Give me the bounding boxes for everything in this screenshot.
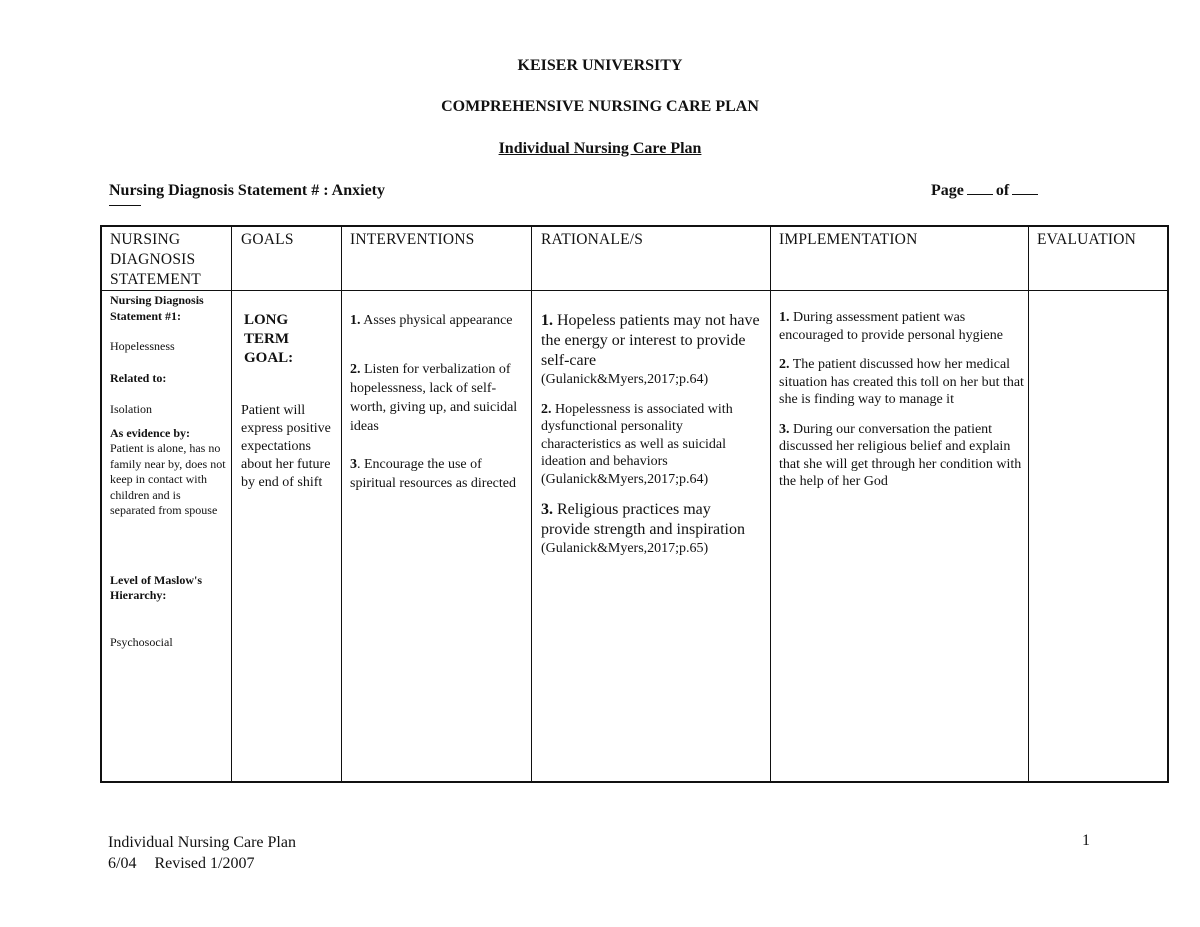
related-to-value: Isolation <box>110 402 152 416</box>
footer-revised: Revised 1/2007 <box>154 855 255 872</box>
implementation-item: 2. The patient discussed how her medical situation has created this toll on her but that she is finding way to manage it <box>779 357 1024 407</box>
of-label: of <box>995 182 1010 199</box>
rationale-citation: (Gulanick&Myers,2017;p.64) <box>541 372 709 387</box>
diagnosis-statement-value: Hopelessness <box>110 339 175 353</box>
diagnosis-statement-label: Nursing Diagnosis Statement #1: <box>110 293 204 323</box>
rationale-item: 2. Hopelessness is associated with dysfunctional personality characteristics as well as suicidal ideation and behaviors (Gulanick&Myers,2017;p.64) <box>541 401 763 489</box>
diagnosis-statement-heading: Nursing Diagnosis Statement # : Anxiety <box>109 182 386 199</box>
header-goals: GOALS <box>241 231 294 248</box>
care-plan-table <box>100 225 1169 783</box>
evidence-value: Patient is alone, has no family near by, does not keep in contact with children and is separated from spouse <box>110 441 226 517</box>
maslow-label: Level of Maslow's Hierarchy: <box>110 572 202 602</box>
rationale-item: 1. Hopeless patients may not have the energy or interest to provide self-care (Gulanick&Myers,2017;p.64) <box>541 311 763 389</box>
header-interventions: INTERVENTIONS <box>350 231 475 248</box>
header-evaluation: EVALUATION <box>1037 231 1137 248</box>
page-label: Page <box>931 182 964 199</box>
intervention-item: 1. Asses physical appearance <box>350 313 513 328</box>
page-number: 1 <box>1082 832 1090 849</box>
maslow-value: Psychosocial <box>110 634 173 649</box>
column-divider <box>770 227 771 781</box>
column-divider <box>231 227 232 781</box>
column-divider <box>1028 227 1029 781</box>
interventions-cell <box>350 311 528 493</box>
university-title: KEISER UNIVERSITY <box>517 57 683 74</box>
rationales-cell <box>541 311 763 558</box>
footer-title: Individual Nursing Care Plan <box>108 834 296 851</box>
column-divider <box>531 227 532 781</box>
implementation-item: 3. During our conversation the patient discussed her religious belief and explain that she will get through her condition with the help of her God <box>779 421 1022 489</box>
footer-date: 6/04 <box>108 855 137 872</box>
goals-cell <box>241 311 333 492</box>
header-implementation: IMPLEMENTATION <box>779 231 918 248</box>
long-term-goal-text: Patient will express positive expectations about her future by end of shift <box>241 403 331 490</box>
care-plan-title: COMPREHENSIVE NURSING CARE PLAN <box>441 98 759 115</box>
diagnosis-number-blank <box>109 205 141 206</box>
of-blank <box>1012 194 1038 195</box>
header-row-divider <box>102 290 1167 291</box>
page-blank <box>967 194 993 195</box>
long-term-goal-label: LONG TERM GOAL: <box>244 312 294 366</box>
plan-subtitle: Individual Nursing Care Plan <box>498 140 702 157</box>
column-divider <box>341 227 342 781</box>
page-of-field <box>931 182 1041 200</box>
evidence-label: As evidence by: <box>110 425 190 440</box>
intervention-item: 2. Listen for verbalization of hopelessness, lack of self-worth, giving up, and suicidal ideas <box>350 362 518 434</box>
rationale-citation: (Gulanick&Myers,2017;p.65) <box>541 541 709 556</box>
implementation-cell <box>779 309 1027 491</box>
intervention-item: 3. Encourage the use of spiritual resources as directed <box>350 457 516 491</box>
related-to-label: Related to: <box>110 370 167 385</box>
implementation-item: 1. During assessment patient was encouraged to provide personal hygiene <box>779 310 1003 343</box>
header-nursing-diagnosis: NURSING DIAGNOSIS STATEMENT <box>110 231 201 288</box>
header-rationales: RATIONALE/S <box>541 231 644 248</box>
rationale-citation: (Gulanick&Myers,2017;p.64) <box>541 471 709 487</box>
diagnosis-cell <box>110 293 228 650</box>
footer-revision <box>108 853 254 874</box>
rationale-item: 3. Religious practices may provide strength and inspiration (Gulanick&Myers,2017;p.65) <box>541 500 763 558</box>
